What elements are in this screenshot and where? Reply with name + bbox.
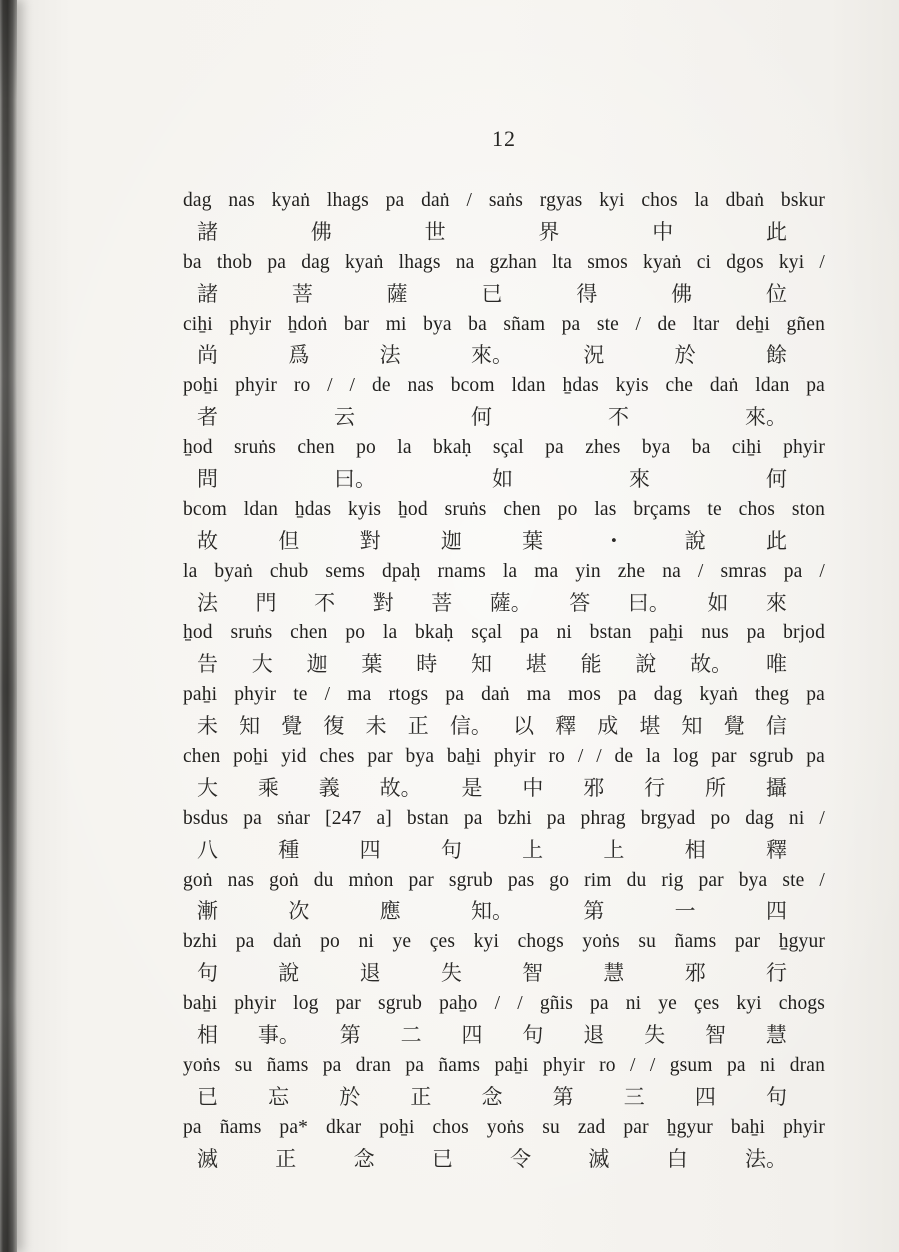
- chinese-character: 曰。: [334, 467, 376, 492]
- chinese-character: ・: [603, 528, 625, 553]
- chinese-gloss-line: [183, 773, 825, 804]
- chinese-character: 能: [580, 652, 602, 677]
- chinese-character: 知: [239, 714, 261, 739]
- chinese-character: 句: [522, 1023, 544, 1048]
- chinese-character: 說: [635, 652, 657, 677]
- chinese-character: 大: [251, 652, 273, 677]
- tibetan-line: ẖod sruṅs chen po la bkaḥ sçal pa ni bstan paẖi nus pa brjod: [183, 622, 825, 644]
- chinese-character: 葉: [361, 652, 383, 677]
- chinese-character: 邪: [583, 775, 605, 800]
- chinese-character: 法: [379, 343, 401, 368]
- chinese-character: 次: [288, 899, 310, 924]
- chinese-character: 菩: [431, 590, 453, 615]
- tibetan-line: ba thob pa dag kyaṅ lhags na gzhan lta smos kyaṅ ci dgos kyi /: [183, 251, 825, 273]
- chinese-character: 念: [353, 1146, 375, 1171]
- chinese-character: 上: [603, 837, 625, 862]
- chinese-character: 覺: [723, 714, 745, 739]
- chinese-character: 何: [766, 467, 787, 492]
- chinese-gloss-line: [183, 958, 825, 989]
- chinese-character: 法。: [744, 1146, 787, 1171]
- chinese-character: 不: [314, 590, 336, 615]
- chinese-gloss-line: [183, 711, 825, 742]
- chinese-character: 第: [552, 1084, 574, 1109]
- chinese-character: 句: [440, 837, 462, 862]
- chinese-character: 慧: [603, 961, 625, 986]
- chinese-character: 四: [461, 1023, 483, 1048]
- chinese-gloss-line: [183, 835, 825, 866]
- chinese-character: 行: [765, 961, 787, 986]
- chinese-character: 令: [510, 1146, 532, 1171]
- chinese-character: 餘: [765, 343, 787, 368]
- chinese-gloss-line: [183, 1020, 825, 1051]
- chinese-character: 智: [705, 1023, 726, 1048]
- chinese-gloss-line: [183, 1144, 825, 1175]
- chinese-gloss-line: [183, 340, 825, 371]
- chinese-character: 事。: [257, 1023, 300, 1048]
- chinese-character: 滅: [588, 1146, 610, 1171]
- chinese-character: 來。: [745, 405, 787, 430]
- chinese-character: 法: [197, 590, 218, 615]
- chinese-gloss-line: [183, 896, 825, 927]
- chinese-character: 葉: [522, 528, 544, 553]
- chinese-character: 復: [323, 714, 345, 739]
- chinese-character: 位: [765, 281, 787, 306]
- tibetan-line: pa ñams pa* dkar poẖi chos yoṅs su zad par ẖgyur baẖi phyir: [183, 1116, 825, 1138]
- chinese-character: 覺: [281, 714, 303, 739]
- chinese-character: 正: [410, 1084, 432, 1109]
- chinese-character: 菩: [291, 281, 313, 306]
- chinese-character: 應: [379, 899, 401, 924]
- chinese-gloss-line: [183, 588, 825, 619]
- chinese-character: 二: [400, 1023, 422, 1048]
- chinese-character: 曰。: [627, 590, 670, 615]
- chinese-character: 未: [197, 714, 218, 739]
- chinese-gloss-line: [183, 649, 825, 680]
- chinese-character: 已: [481, 281, 503, 306]
- chinese-character: 但: [278, 528, 300, 553]
- chinese-character: 已: [197, 1084, 218, 1109]
- chinese-character: 滅: [197, 1146, 218, 1171]
- chinese-character: 中: [522, 775, 544, 800]
- chinese-character: 世: [424, 219, 446, 244]
- chinese-character: 爲: [288, 343, 310, 368]
- chinese-character: 忘: [268, 1084, 290, 1109]
- chinese-character: 釋: [765, 837, 787, 862]
- chinese-character: 所: [705, 775, 726, 800]
- chinese-character: 來: [629, 467, 650, 492]
- chinese-character: 是: [461, 775, 483, 800]
- chinese-character: 種: [278, 837, 300, 862]
- chinese-gloss-line: [183, 402, 825, 433]
- chinese-character: 正: [407, 714, 429, 739]
- chinese-character: 故。: [379, 775, 422, 800]
- chinese-character: 告: [197, 652, 218, 677]
- chinese-character: 薩: [386, 281, 408, 306]
- tibetan-line: bsdus pa sṅar [247 a] bstan pa bzhi pa phrag brgyad po dag ni /: [183, 807, 825, 829]
- chinese-character: 知: [681, 714, 703, 739]
- chinese-character: 中: [652, 219, 674, 244]
- chinese-character: 答: [569, 590, 591, 615]
- chinese-character: 對: [372, 590, 394, 615]
- chinese-character: 說: [278, 961, 300, 986]
- binding-shadow: [0, 0, 17, 1252]
- chinese-gloss-line: [183, 526, 825, 557]
- chinese-character: 不: [608, 405, 629, 430]
- chinese-character: 薩。: [489, 590, 532, 615]
- chinese-character: 四: [359, 837, 381, 862]
- tibetan-line: bcom ldan ẖdas kyis ẖod sruṅs chen po las brçams te chos ston: [183, 498, 825, 520]
- tibetan-line: dag nas kyaṅ lhags pa daṅ / saṅs rgyas kyi chos la dbaṅ bskur: [183, 190, 825, 211]
- chinese-character: 說: [684, 528, 706, 553]
- chinese-character: 邪: [684, 961, 706, 986]
- text-block: [183, 186, 825, 1175]
- chinese-gloss-line: [183, 464, 825, 495]
- chinese-character: 如: [492, 467, 513, 492]
- chinese-character: 失: [440, 961, 462, 986]
- chinese-character: 堪: [639, 714, 661, 739]
- chinese-character: 退: [359, 961, 381, 986]
- chinese-character: 知: [470, 652, 492, 677]
- chinese-gloss-line: [183, 279, 825, 310]
- chinese-character: 信。: [449, 714, 492, 739]
- chinese-character: 未: [365, 714, 387, 739]
- chinese-character: 四: [694, 1084, 716, 1109]
- chinese-character: 成: [597, 714, 619, 739]
- chinese-character: 故: [197, 528, 218, 553]
- chinese-character: 信: [765, 714, 787, 739]
- chinese-character: 此: [765, 219, 787, 244]
- chinese-character: 以: [512, 714, 534, 739]
- chinese-character: 唯: [765, 652, 787, 677]
- chinese-character: 乘: [257, 775, 279, 800]
- chinese-character: 於: [339, 1084, 361, 1109]
- chinese-character: 攝: [765, 775, 787, 800]
- chinese-character: 句: [197, 961, 218, 986]
- chinese-character: 一: [674, 899, 696, 924]
- chinese-character: 迦: [306, 652, 328, 677]
- chinese-character: 義: [318, 775, 340, 800]
- tibetan-line: yoṅs su ñams pa dran pa ñams paẖi phyir ro / / gsum pa ni dran: [183, 1054, 825, 1076]
- chinese-character: 八: [197, 837, 218, 862]
- chinese-character: 界: [538, 219, 560, 244]
- chinese-character: 白: [666, 1146, 688, 1171]
- chinese-character: 何: [471, 405, 492, 430]
- page-number: 12: [492, 126, 516, 151]
- chinese-character: 諸: [197, 219, 218, 244]
- chinese-character: 故。: [690, 652, 733, 677]
- chinese-character: 正: [275, 1146, 297, 1171]
- tibetan-line: chen poẖi yid ches par bya baẖi phyir ro / / de la log par sgrub pa: [183, 746, 825, 768]
- chinese-character: 況: [583, 343, 605, 368]
- tibetan-line: goṅ nas goṅ du mṅon par sgrub pas go rim du rig par bya ste /: [183, 869, 825, 891]
- chinese-character: 漸: [197, 899, 218, 924]
- chinese-character: 時: [416, 652, 438, 677]
- chinese-character: 諸: [197, 281, 218, 306]
- chinese-character: 得: [576, 281, 598, 306]
- chinese-character: 佛: [310, 219, 332, 244]
- chinese-character: 來: [765, 590, 787, 615]
- chinese-character: 此: [765, 528, 787, 553]
- chinese-character: 迦: [440, 528, 462, 553]
- chinese-character: 如: [707, 590, 729, 615]
- chinese-character: 句: [766, 1084, 787, 1109]
- chinese-character: 已: [431, 1146, 453, 1171]
- chinese-character: 尚: [197, 343, 218, 368]
- chinese-character: 問: [197, 467, 218, 492]
- chinese-character: 對: [359, 528, 381, 553]
- chinese-character: 大: [197, 775, 218, 800]
- chinese-character: 第: [339, 1023, 361, 1048]
- chinese-character: 於: [674, 343, 696, 368]
- chinese-character: 門: [255, 590, 277, 615]
- chinese-character: 上: [522, 837, 544, 862]
- tibetan-line: la byaṅ chub sems dpaḥ rnams la ma yin zhe na / smras pa /: [183, 560, 825, 582]
- tibetan-line: ẖod sruṅs chen po la bkaḥ sçal pa zhes bya ba ciẖi phyir: [183, 437, 825, 459]
- chinese-character: 云: [334, 405, 355, 430]
- chinese-character: 相: [684, 837, 706, 862]
- chinese-character: 智: [522, 961, 544, 986]
- chinese-character: 失: [644, 1023, 666, 1048]
- chinese-character: 相: [197, 1023, 218, 1048]
- tibetan-line: paẖi phyir te / ma rtogs pa daṅ ma mos pa dag kyaṅ theg pa: [183, 684, 825, 706]
- tibetan-line: poẖi phyir ro / / de nas bcom ldan ẖdas kyis che daṅ ldan pa: [183, 375, 825, 397]
- chinese-character: 第: [583, 899, 605, 924]
- chinese-character: 釋: [555, 714, 577, 739]
- chinese-character: 退: [583, 1023, 605, 1048]
- chinese-character: 行: [644, 775, 666, 800]
- tibetan-line: ciẖi phyir ẖdoṅ bar mi bya ba sñam pa ste / de ltar deẖi gñen: [183, 313, 825, 335]
- chinese-character: 三: [623, 1084, 645, 1109]
- chinese-character: 四: [765, 899, 787, 924]
- chinese-character: 佛: [671, 281, 693, 306]
- tibetan-line: bzhi pa daṅ po ni ye çes kyi chogs yoṅs su ñams par ẖgyur: [183, 931, 825, 953]
- chinese-character: 知。: [470, 899, 513, 924]
- chinese-character: 來。: [470, 343, 513, 368]
- chinese-gloss-line: [183, 1082, 825, 1113]
- chinese-character: 慧: [765, 1023, 787, 1048]
- tibetan-line: baẖi phyir log par sgrub paẖo / / gñis pa ni ye çes kyi chogs: [183, 993, 825, 1015]
- chinese-gloss-line: [183, 217, 825, 248]
- chinese-character: 堪: [525, 652, 547, 677]
- chinese-character: 念: [481, 1084, 503, 1109]
- chinese-character: 者: [197, 405, 218, 430]
